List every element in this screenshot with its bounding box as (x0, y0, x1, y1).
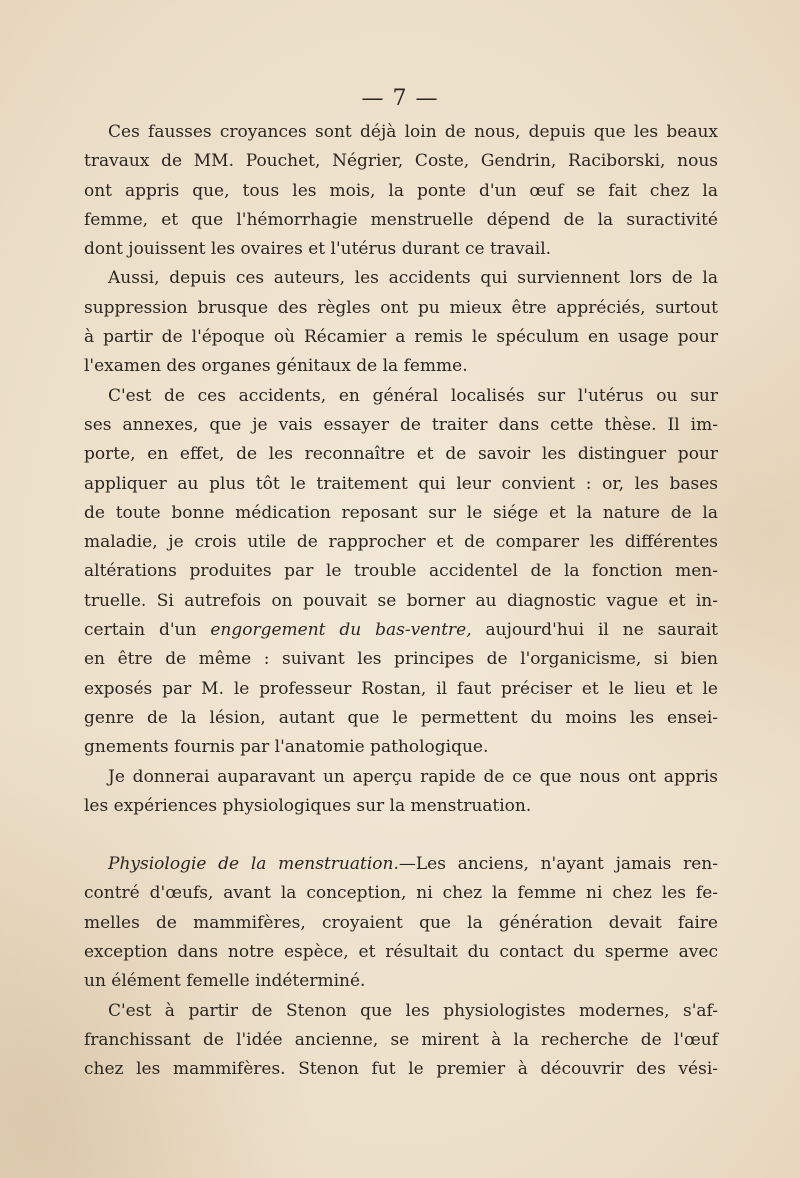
text-line: franchissant de l'idée ancienne, se mirent à la recherche de l'œuf (84, 1029, 718, 1050)
text-line: à partir de l'époque où Récamier a remis le spéculum en usage pour (84, 327, 718, 348)
section-gap (84, 821, 718, 850)
text-line: exposés par M. le professeur Rostan, il faut préciser et le lieu et le (84, 678, 718, 699)
text-line: en être de même : suivant les principes de l'organicisme, si bien (84, 649, 718, 670)
text-line: travaux de MM. Pouchet, Négrier, Coste, Gendrin, Raciborski, nous (84, 151, 718, 172)
text-line: appliquer au plus tôt le traitement qui leur convient : or, les bases (84, 473, 718, 494)
paragraph-4 (84, 763, 718, 822)
text-line: truelle. Si autrefois on pouvait se borner au diagnostic vague et in- (84, 590, 718, 611)
text-line: porte, en effet, de les reconnaître et de savoir les distinguer pour (84, 444, 718, 465)
paragraph-1 (84, 118, 718, 264)
text-line: dont jouissent les ovaires et l'utérus durant ce travail. (84, 239, 552, 260)
text-line: exception dans notre espèce, et résultait du contact du sperme avec (84, 942, 718, 963)
text-fragment: certain d'un (84, 620, 211, 641)
text-line (84, 850, 718, 879)
paragraph-2 (84, 264, 718, 381)
text-line: gnements fournis par l'anatomie pathologique. (84, 737, 489, 758)
text-line: altérations produites par le trouble accidentel de la fonction men- (84, 561, 718, 582)
text-line (84, 616, 718, 645)
text-line: Je donnerai auparavant un aperçu rapide de ce que nous ont appris (108, 766, 718, 787)
text-line: les expériences physiologiques sur la menstruation. (84, 795, 532, 816)
text-line: C'est de ces accidents, en général localisés sur l'utérus ou sur (108, 385, 718, 406)
text-line: de toute bonne médication reposant sur le siége et la nature de la (84, 502, 718, 523)
italic-phrase: engorgement du bas-ventre, (210, 620, 472, 641)
text-line: un élément femelle indéterminé. (84, 971, 366, 992)
text-line: ses annexes, que je vais essayer de traiter dans cette thèse. Il im- (84, 414, 718, 435)
text-line: suppression brusque des règles ont pu mieux être appréciés, surtout (84, 297, 718, 318)
text-line: Aussi, depuis ces auteurs, les accidents qui surviennent lors de la (108, 268, 718, 289)
section-heading: Physiologie de la menstruation. (108, 854, 399, 875)
text-line: chez les mammifères. Stenon fut le premier à découvrir des vési- (84, 1059, 718, 1080)
page-number: — 7 — (361, 86, 439, 111)
text-line: contré d'œufs, avant la conception, ni chez la femme ni chez les fe- (84, 883, 718, 904)
text-line: melles de mammifères, croyaient que la génération devait faire (84, 912, 718, 933)
paragraph-6 (84, 997, 718, 1085)
text-line: l'examen des organes génitaux de la femme. (84, 356, 468, 377)
text-line: Ces fausses croyances sont déjà loin de nous, depuis que les beaux (108, 122, 718, 142)
paragraph-3 (84, 382, 718, 763)
text-line: femme, et que l'hémorrhagie menstruelle dépend de la suractivité (84, 209, 718, 230)
section-physiologie (84, 850, 718, 996)
text-fragment: aujourd'hui il ne saurait (471, 620, 718, 641)
text-line: ont appris que, tous les mois, la ponte d'un œuf se fait chez la (84, 180, 718, 201)
text-fragment: —Les anciens, n'ayant jamais ren- (398, 854, 718, 875)
body-text (84, 118, 718, 1085)
text-line: maladie, je crois utile de rapprocher et de comparer les différentes (84, 532, 718, 553)
text-line: C'est à partir de Stenon que les physiologistes modernes, s'af- (108, 1000, 718, 1021)
text-line: genre de la lésion, autant que le permettent du moins les ensei- (84, 707, 718, 728)
